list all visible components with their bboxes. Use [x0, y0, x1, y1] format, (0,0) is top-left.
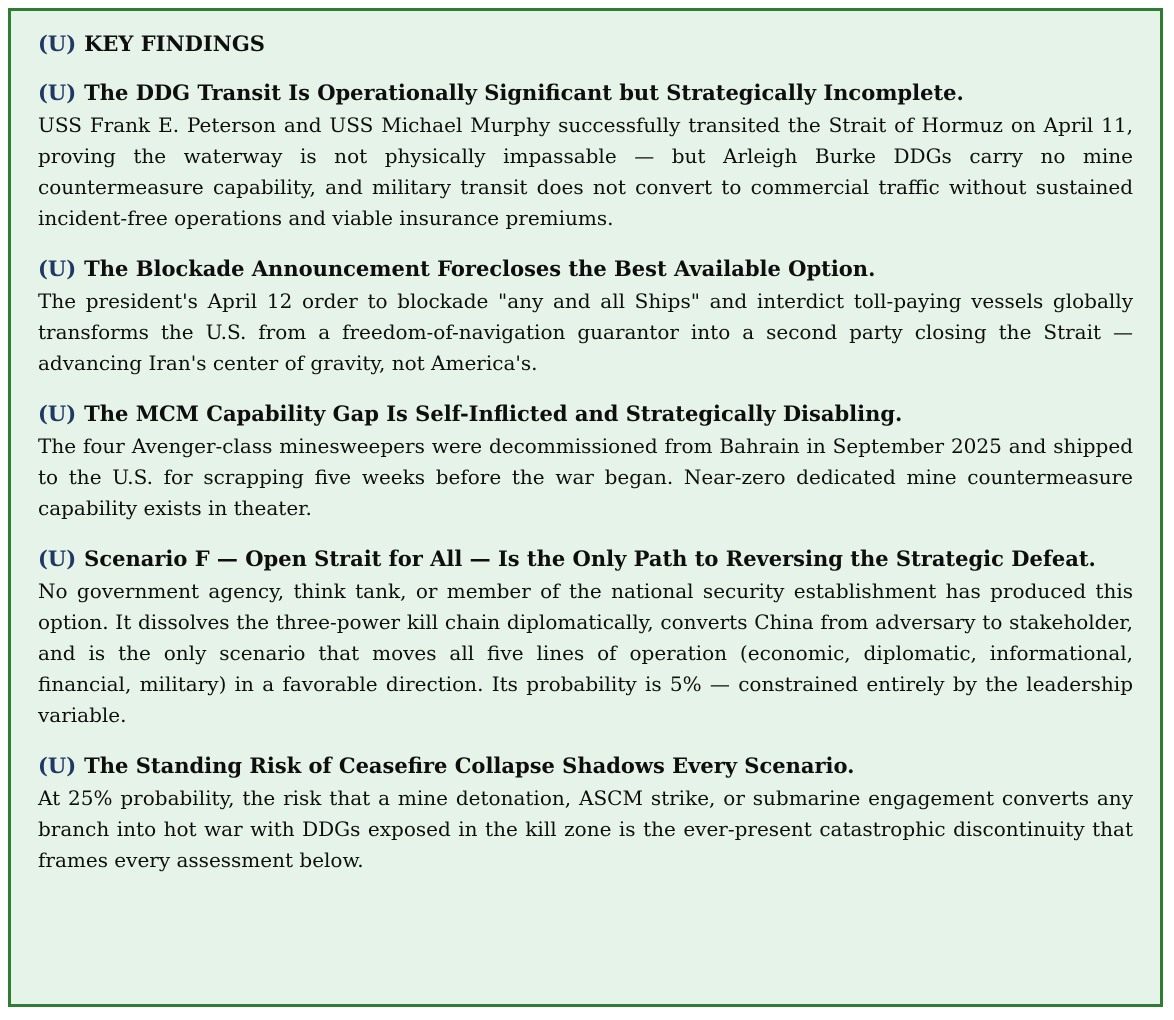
- panel-title: [38, 30, 1133, 58]
- finding-heading: [38, 751, 1133, 780]
- key-findings-panel: [8, 8, 1163, 1007]
- finding-section-scenario-f: [38, 544, 1133, 731]
- finding-section-ceasefire-collapse-risk: [38, 751, 1133, 876]
- classification-marker: (U): [38, 256, 77, 281]
- finding-heading: [38, 78, 1133, 107]
- finding-heading-text: Scenario F — Open Strait for All — Is the Only Path to Reversing the Strategic Defeat.: [84, 546, 1096, 571]
- classification-marker: (U): [38, 401, 77, 426]
- classification-marker: (U): [38, 753, 77, 778]
- finding-body: USS Frank E. Peterson and USS Michael Murphy successfully transited the Strait of Hormuz on April 11, proving the waterway is not physically impassable — but Arleigh Burke DDGs carry no mine countermeasure capability, and military transit does not convert to commercial traffic without sustained incident-free operations and viable insurance premiums.: [38, 113, 1133, 230]
- finding-heading-text: The MCM Capability Gap Is Self-Inflicted and Strategically Disabling.: [84, 401, 903, 426]
- finding-heading: [38, 399, 1133, 428]
- classification-marker: (U): [38, 31, 77, 56]
- finding-heading: [38, 254, 1133, 283]
- finding-heading-text: The Standing Risk of Ceasefire Collapse Shadows Every Scenario.: [84, 753, 855, 778]
- classification-marker: (U): [38, 80, 77, 105]
- classification-marker: (U): [38, 546, 77, 571]
- finding-heading-text: The Blockade Announcement Forecloses the Best Available Option.: [84, 256, 876, 281]
- finding-section-blockade-announcement: [38, 254, 1133, 379]
- finding-heading: [38, 544, 1133, 573]
- finding-body: The president's April 12 order to blockade "any and all Ships" and interdict toll-paying vessels globally transforms the U.S. from a freedom-of-navigation guarantor into a second party closing the Strait — advancing Iran's center of gravity, not America's.: [38, 289, 1133, 375]
- panel-title-text: KEY FINDINGS: [84, 31, 265, 56]
- finding-body: At 25% probability, the risk that a mine detonation, ASCM strike, or submarine engagement converts any branch into hot war with DDGs exposed in the kill zone is the ever-present catastrophic discontinuity that frames every assessment below.: [38, 786, 1133, 872]
- finding-body: The four Avenger-class minesweepers were decommissioned from Bahrain in September 2025 and shipped to the U.S. for scrapping five weeks before the war began. Near-zero dedicated mine countermeasure capability exists in theater.: [38, 434, 1133, 520]
- finding-section-ddg-transit: [38, 78, 1133, 234]
- finding-section-mcm-capability-gap: [38, 399, 1133, 524]
- finding-heading-text: The DDG Transit Is Operationally Significant but Strategically Incomplete.: [84, 80, 964, 105]
- finding-body: No government agency, think tank, or member of the national security establishment has produced this option. It dissolves the three-power kill chain diplomatically, converts China from adversary to stakeholder, and is the only scenario that moves all five lines of operation (economic, diplomatic, informational, financial, military) in a favorable direction. Its probability is 5% — constrained entirely by the leadership variable.: [38, 579, 1133, 727]
